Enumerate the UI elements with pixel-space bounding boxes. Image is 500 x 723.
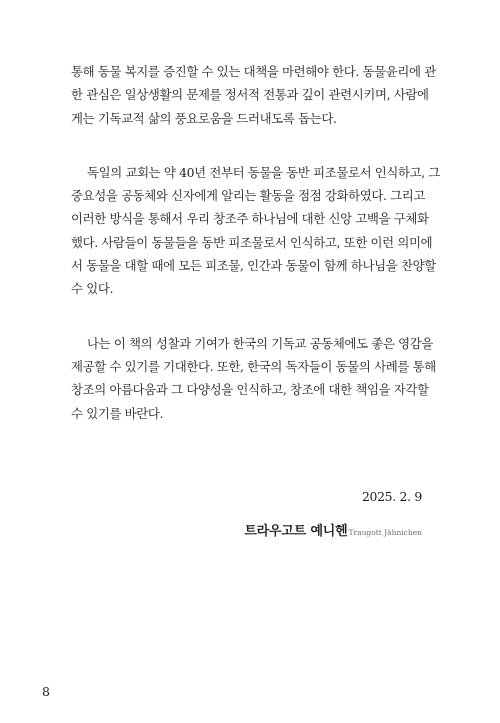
text-line: 나는 이 책의 성찰과 기여가 한국의 기독교 공동체에도 좋은 영감을	[87, 335, 434, 351]
main-text	[71, 60, 441, 425]
text-line: 서 동물을 대할 때에 모든 피조물, 인간과 동물이 함께 하나님을 찬양할	[71, 258, 436, 274]
date: 2025. 2. 9	[361, 489, 422, 504]
text-line: 수 있기를 바란다.	[71, 405, 164, 421]
text-line: 한 관심은 일상생활의 문제를 정서적 전통과 깊이 관련시키며, 사람에	[71, 87, 429, 103]
author-signature	[244, 520, 422, 539]
page-number: 8	[42, 684, 50, 699]
text-line: 독일의 교회는 약 40년 전부터 동물을 동반 피조물로서 인식하고, 그	[87, 164, 441, 180]
paragraph-gap	[71, 130, 423, 161]
text-line: 게는 기독교적 삶의 풍요로움을 드러내도록 돕는다.	[71, 110, 337, 126]
text-line: 중요성을 공동체와 신자에게 알리는 활동을 점점 강화하였다. 그리고	[71, 188, 426, 204]
paragraph-korean-readers	[71, 332, 436, 425]
text-line: 이러한 방식을 통해서 우리 창조주 하나님에 대한 신앙 고백을 구체화	[71, 211, 429, 227]
paragraph-gap	[71, 301, 423, 332]
author-name-latin: Traugott Jähnichen	[348, 528, 422, 537]
paragraph-german-church	[71, 161, 441, 301]
text-line: 수 있다.	[71, 281, 114, 297]
text-line: 제공할 수 있기를 기대한다. 또한, 한국의 독자들이 동물의 사례를 통해	[71, 358, 436, 374]
paragraph-continued	[71, 60, 436, 130]
text-line: 통해 동물 복지를 증진할 수 있는 대책을 마련해야 한다. 동물윤리에 관	[71, 64, 436, 79]
author-name-korean: 트라우고트 예니헨	[244, 524, 348, 539]
text-line: 창조의 아름다움과 그 다양성을 인식하고, 창조에 대한 책임을 자각할	[71, 382, 429, 398]
text-line: 했다. 사람들이 동물들을 동반 피조물로서 인식하고, 또한 이런 의미에	[71, 234, 433, 250]
